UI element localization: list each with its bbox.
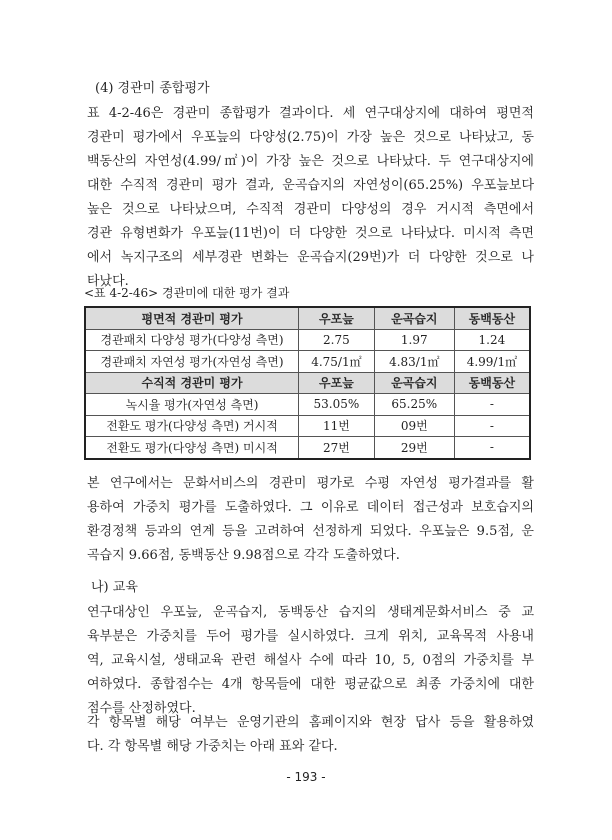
table-header-cell: 수직적 경관미 평가 <box>85 372 299 394</box>
table-row <box>85 394 530 416</box>
text-line: 곡습지 9.66점, 동백동산 9.98점으로 각각 도출하였다. <box>87 548 400 563</box>
page-number: - 193 - <box>286 770 326 784</box>
text-line: 높은 것으로 나타났으며, 수직적 경관미 다양성의 경우 거시적 측면에서 <box>87 202 534 217</box>
table-cell: - <box>454 437 530 459</box>
text-line: 백동산의 자연성(4.99/㎡)이 가장 높은 것으로 나타났다. 두 연구대상지에 <box>87 154 534 169</box>
table-cell: 4.83/1㎡ <box>374 351 454 373</box>
table-header-cell: 운곡습지 <box>374 307 454 329</box>
table-cell: 1.24 <box>454 329 530 351</box>
text-line: 여하였다. 종합점수는 4개 항목들에 대한 평균값으로 최종 가중치에 대한 <box>87 677 534 692</box>
table-caption: <표 4-2-46> 경관미에 대한 평가 결과 <box>84 286 290 300</box>
table-header-cell: 운곡습지 <box>374 372 454 394</box>
table-header-cell: 우포늪 <box>299 372 375 394</box>
table-cell: 경관패치 다양성 평가(다양성 측면) <box>85 329 299 351</box>
text-line: 경관미 평가에서 우포늪의 다양성(2.75)이 가장 높은 것으로 나타났고, 동 <box>87 130 534 145</box>
text-line: 다. 각 항목별 해당 가중치는 아래 표와 같다. <box>87 739 338 754</box>
text-line: 에서 녹지구조의 세부경관 변화는 운곡습지(29번)가 더 다양한 것으로 나 <box>87 250 534 265</box>
text-line: 타났다. <box>87 274 129 289</box>
text-line: 용하여 가중치 평가를 도출하였다. 그 이유로 데이터 접근성과 보호습지의 <box>87 500 534 515</box>
landscape-evaluation-table <box>84 306 531 460</box>
text-line: 연구대상인 우포늪, 운곡습지, 동백동산 습지의 생태계문화서비스 중 교 <box>87 605 534 620</box>
text-line: 점수를 산정하였다. <box>87 701 196 716</box>
table-cell: 2.75 <box>299 329 375 351</box>
table-cell: 전환도 평가(다양성 측면) 거시적 <box>85 415 299 437</box>
table-cell: 11번 <box>299 415 375 437</box>
table-cell: - <box>454 415 530 437</box>
table-header-cell: 동백동산 <box>454 307 530 329</box>
section-heading: (4) 경관미 종합평가 <box>95 81 210 96</box>
text-line: 표 4-2-46은 경관미 종합평가 결과이다. 세 연구대상지에 대하여 평면적 <box>87 106 534 121</box>
table-row <box>85 415 530 437</box>
table-header-row <box>85 307 530 329</box>
table-header-cell: 우포늪 <box>299 307 375 329</box>
table-header-cell: 평면적 경관미 평가 <box>85 307 299 329</box>
text-line: 본 연구에서는 문화서비스의 경관미 평가로 수평 자연성 평가결과를 활 <box>87 476 534 491</box>
text-line: 육부분은 가중치를 두어 평가를 실시하였다. 크게 위치, 교육목적 사용내 <box>87 629 534 644</box>
table-cell: 4.75/1㎡ <box>299 351 375 373</box>
table-header-row <box>85 372 530 394</box>
table-header-cell: 동백동산 <box>454 372 530 394</box>
table-cell: 녹시율 평가(자연성 측면) <box>85 394 299 416</box>
table-cell: 27번 <box>299 437 375 459</box>
table-cell: 경관패치 자연성 평가(자연성 측면) <box>85 351 299 373</box>
table-cell: 29번 <box>374 437 454 459</box>
table-cell: 4.99/1㎡ <box>454 351 530 373</box>
table-cell: 1.97 <box>374 329 454 351</box>
text-line: 역, 교육시설, 생태교육 관련 해설사 수에 따라 10, 5, 0점의 가중치를 부 <box>87 653 534 668</box>
table-row <box>85 351 530 373</box>
table-cell: 53.05% <box>299 394 375 416</box>
table-row <box>85 437 530 459</box>
table-cell: - <box>454 394 530 416</box>
text-line: 각 항목별 해당 여부는 운영기관의 홈페이지와 현장 답사 등을 활용하였 <box>87 715 534 730</box>
text-line: 환경정책 등과의 연계 등을 고려하여 선정하게 되었다. 우포늪은 9.5점, 운 <box>87 524 534 539</box>
text-line: 대한 수직적 경관미 평가 결과, 운곡습지의 자연성이(65.25%) 우포늪보다 <box>87 178 534 193</box>
table-cell: 65.25% <box>374 394 454 416</box>
subsection-heading: 나) 교육 <box>91 580 138 595</box>
table-row <box>85 329 530 351</box>
table-cell: 09번 <box>374 415 454 437</box>
text-line: 경관 유형변화가 우포늪(11번)이 더 다양한 것으로 나타났다. 미시적 측면 <box>87 226 534 241</box>
table-cell: 전환도 평가(다양성 측면) 미시적 <box>85 437 299 459</box>
